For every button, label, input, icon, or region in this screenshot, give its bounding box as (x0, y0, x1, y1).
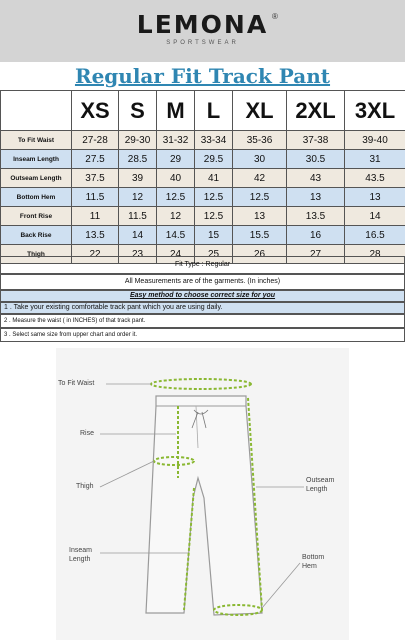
table-cell: 12 (157, 207, 195, 226)
table-cell: 22 (72, 245, 119, 264)
chart-title: Regular Fit Track Pant (74, 64, 331, 88)
table-cell: 29-30 (119, 131, 157, 150)
table-cell: 12.5 (195, 207, 233, 226)
waist-label: To Fit Waist (58, 380, 95, 387)
table-cell: 37-38 (287, 131, 345, 150)
table-cell: 40 (157, 169, 195, 188)
table-cell: 14 (119, 226, 157, 245)
table-cell: 16 (287, 226, 345, 245)
size-header: 3XL (345, 91, 405, 131)
table-row (1, 131, 405, 150)
table-cell: 15 (195, 226, 233, 245)
table-cell: 23 (119, 245, 157, 264)
inseam-label: Inseam Length (69, 547, 92, 563)
table-cell: 12.5 (233, 188, 287, 207)
registered-mark: ® (272, 12, 278, 21)
row-label: To Fit Waist (1, 131, 72, 150)
table-cell: 37.5 (72, 169, 119, 188)
size-chart-table (0, 90, 405, 264)
row-label: Front Rise (1, 207, 72, 226)
rise-label: Rise (80, 430, 95, 437)
table-cell: 11.5 (72, 188, 119, 207)
size-header-row (1, 91, 405, 131)
step-item: 3 . Select same size from upper chart and order it. (0, 328, 405, 342)
table-cell: 39-40 (345, 131, 405, 150)
size-header: L (195, 91, 233, 131)
table-cell: 12 (119, 188, 157, 207)
bottom-hem-leader-line (262, 563, 300, 608)
table-cell: 11 (72, 207, 119, 226)
table-cell: 13 (287, 188, 345, 207)
table-row (1, 169, 405, 188)
table-cell: 39 (119, 169, 157, 188)
table-cell: 43.5 (345, 169, 405, 188)
size-header: XL (233, 91, 287, 131)
step-item: 1 . Take your existing comfortable track pant which you are using daily. (0, 302, 405, 314)
table-cell: 29.5 (195, 150, 233, 169)
fit-type: Fit Type : Regular (0, 256, 405, 274)
header-corner-cell (1, 91, 72, 131)
table-cell: 28.5 (119, 150, 157, 169)
table-cell: 29 (157, 150, 195, 169)
method-title: Easy method to choose correct size for you (0, 290, 405, 302)
measurement-diagram (56, 348, 349, 640)
size-header: XS (72, 91, 119, 131)
table-row (1, 207, 405, 226)
table-cell: 16.5 (345, 226, 405, 245)
size-header: 2XL (287, 91, 345, 131)
table-cell: 15.5 (233, 226, 287, 245)
table-cell: 14.5 (157, 226, 195, 245)
table-cell: 30 (233, 150, 287, 169)
table-cell: 26 (233, 245, 287, 264)
row-label: Bottom Hem (1, 188, 72, 207)
brand-subtitle: SPORTSWEAR (166, 40, 239, 46)
table-cell: 13.5 (287, 207, 345, 226)
table-cell: 31 (345, 150, 405, 169)
table-row (1, 150, 405, 169)
row-label: Outseam Length (1, 169, 72, 188)
table-cell: 13 (345, 188, 405, 207)
table-cell: 30.5 (287, 150, 345, 169)
thigh-label: Thigh (76, 483, 94, 490)
table-row (1, 226, 405, 245)
table-cell: 42 (233, 169, 287, 188)
size-header: M (157, 91, 195, 131)
track-pant-illustration (56, 348, 349, 640)
table-cell: 11.5 (119, 207, 157, 226)
waist-measure-loop (151, 379, 251, 389)
bottom-hem-label: Bottom Hem (302, 554, 325, 570)
table-cell: 14 (345, 207, 405, 226)
table-cell: 33-34 (195, 131, 233, 150)
table-cell: 28 (345, 245, 405, 264)
table-cell: 13 (233, 207, 287, 226)
table-cell: 27.5 (72, 150, 119, 169)
brand-header (0, 0, 405, 62)
table-cell: 31-32 (157, 131, 195, 150)
table-cell: 12.5 (157, 188, 195, 207)
pant-outline (146, 396, 262, 615)
brand-logo: LEMONA (136, 10, 269, 39)
table-cell: 25 (195, 245, 233, 264)
thigh-leader-line (100, 461, 154, 487)
outseam-label: Outseam Length (306, 477, 335, 493)
row-label: Back Rise (1, 226, 72, 245)
size-header: S (119, 91, 157, 131)
table-cell: 24 (157, 245, 195, 264)
table-cell: 13.5 (72, 226, 119, 245)
row-label: Inseam Length (1, 150, 72, 169)
table-cell: 27 (287, 245, 345, 264)
step-item: 2 . Measure the waist ( in INCHES) of that track pant. (0, 314, 405, 328)
table-row (1, 188, 405, 207)
table-cell: 27-28 (72, 131, 119, 150)
row-label: Thigh (1, 245, 72, 264)
table-cell: 12.5 (195, 188, 233, 207)
table-cell: 43 (287, 169, 345, 188)
table-cell: 41 (195, 169, 233, 188)
table-cell: 35-36 (233, 131, 287, 150)
measurement-note: All Measurements are of the garments. (In inches) (0, 274, 405, 290)
